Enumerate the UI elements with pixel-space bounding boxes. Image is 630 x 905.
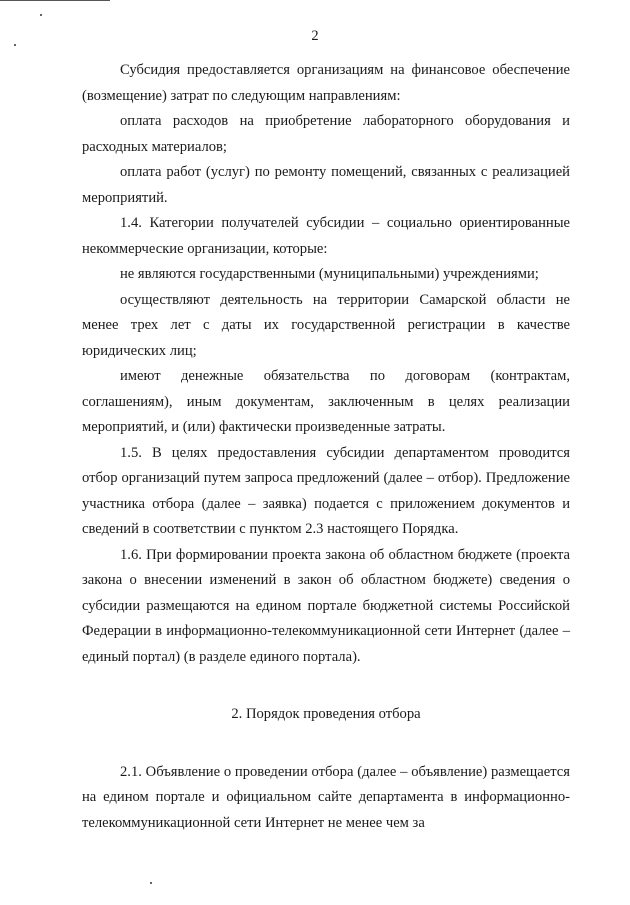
scan-speck [150,882,152,884]
paragraph-group-top [82,58,570,670]
section-heading: 2. Порядок проведения отбора [231,706,421,722]
paragraph-p7: имеют денежные обязательства по договорам (контрактам, соглашениям), иным документам, заключенным в целях реализации мероприятий, и (или) фактически произведенные затраты. [82,368,570,435]
paragraph-p5: не являются государственными (муниципальными) учреждениями; [120,266,539,282]
page-number: 2 [311,28,319,44]
scan-edge-rule [0,0,110,1]
paragraph-p2: оплата расходов на приобретение лабораторного оборудования и расходных материалов; [82,113,570,155]
scan-speck [40,14,42,16]
paragraph-p1: Субсидия предоставляется организациям на финансовое обеспечение (возмещение) затрат по следующим направлениям: [82,62,570,104]
paragraph-p9: 1.6. При формировании проекта закона об областном бюджете (проекта закона о внесении изменений в закон об областном бюджете) сведения о субсидии размещаются на едином портале бюджетной системы Российской Федерации в информационно-телекоммуникационной сети Интернет (далее – единый портал) (в разделе единого портала). [82,546,570,665]
paragraph-p8: 1.5. В целях предоставления субсидии департаментом проводится отбор организаций путем запроса предложений (далее – отбор). Предложение участника отбора (далее – заявка) подается с приложением документов и сведений в соответствии с пунктом 2.3 настоящего Порядка. [82,444,570,537]
paragraph-p6: осуществляют деятельность на территории Самарской области не менее трех лет с даты их государственной регистрации в качестве юридических лиц; [82,291,570,359]
document-body [82,58,570,836]
paragraph-p4: 1.4. Категории получателей субсидии – социально ориентированные некоммерческие организации, которые: [82,215,570,257]
paragraph-p3: оплата работ (услуг) по ремонту помещений, связанных с реализацией мероприятий. [82,164,570,206]
paragraph-p10: 2.1. Объявление о проведении отбора (далее – объявление) размещается на едином портале и официальном сайте департамента в информационно-телекоммуникационной сети Интернет не менее чем за [82,763,570,831]
paragraph-group-bottom [82,760,570,837]
